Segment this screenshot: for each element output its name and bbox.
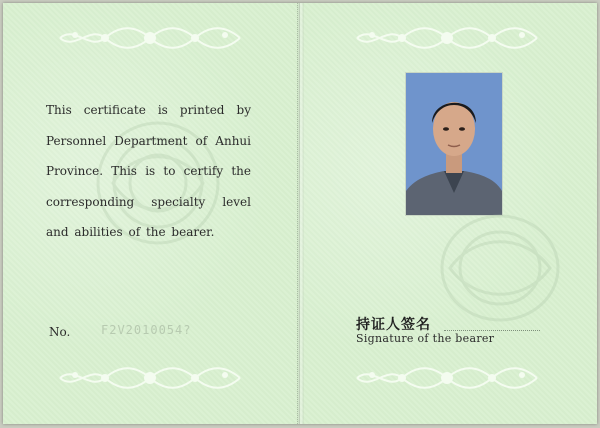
certificate-booklet — [3, 3, 597, 424]
left-page — [3, 3, 300, 424]
booklet-spine — [297, 3, 304, 424]
seal-watermark-icon — [430, 203, 570, 333]
top-ornament-left — [55, 23, 245, 53]
bearer-photo — [405, 72, 503, 216]
certificate-statement: This certificate is printed by Personnel Department of Anhui Province. This is to certify the corresponding specialty level and abilities of the bearer. — [46, 103, 251, 239]
floral-ornament-icon — [352, 23, 542, 53]
serial-number: F2V2010054? — [101, 323, 192, 337]
floral-ornament-icon — [55, 23, 245, 53]
signature-label-chinese: 持证人签名 — [356, 317, 431, 333]
portrait-photo-icon — [406, 73, 502, 215]
floral-ornament-icon — [55, 363, 245, 393]
signature-label-english: Signature of the bearer — [356, 332, 495, 345]
floral-ornament-icon — [352, 363, 542, 393]
top-ornament-right — [352, 23, 542, 53]
number-label: No. — [49, 325, 71, 339]
right-page — [300, 3, 597, 424]
bottom-ornament-right — [352, 363, 542, 393]
bottom-ornament-left — [55, 363, 245, 393]
signature-line — [444, 330, 540, 331]
